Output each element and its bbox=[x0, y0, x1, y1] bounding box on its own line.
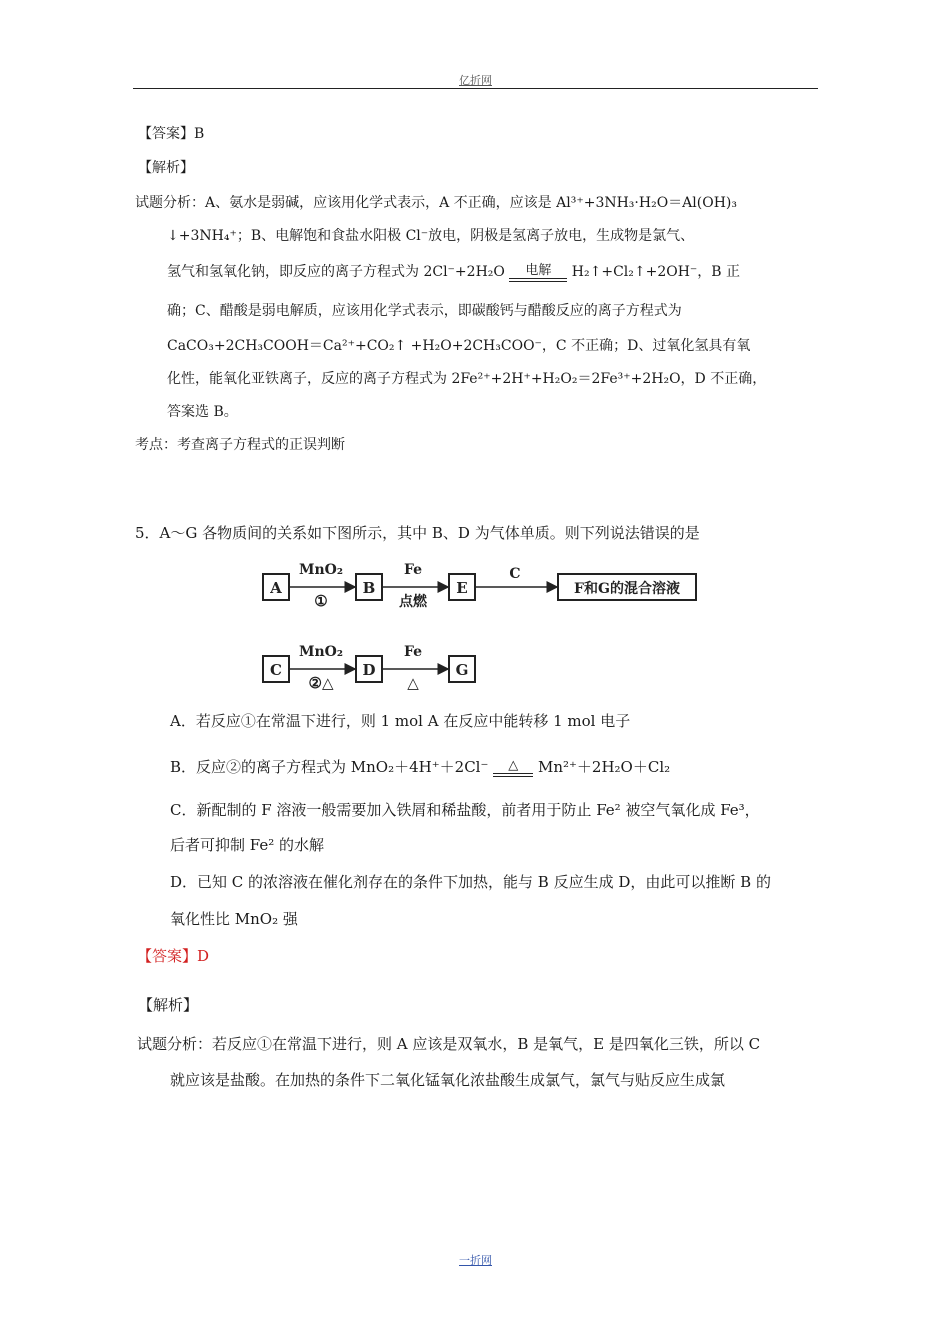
arrow-b-e-bottom: 点燃 bbox=[399, 594, 427, 610]
q4-analysis-line-1: 试题分析：A、氨水是弱碱，应该用化学式表示，A 不正确，应该是 Al³⁺+3NH₃·H₂O＝Al(OH)₃ bbox=[135, 195, 737, 211]
q5-option-c-line-2: 后者可抑制 Fe² 的水解 bbox=[170, 836, 325, 854]
q4-equation-right: H₂↑+Cl₂↑+2OH⁻，B 正 bbox=[571, 264, 741, 280]
q4-analysis-line-4: 确；C、醋酸是弱电解质，应该用化学式表示，即碳酸钙与醋酸反应的离子方程式为 bbox=[167, 303, 682, 319]
double-bar bbox=[509, 278, 567, 282]
box-e-label: E bbox=[456, 579, 468, 597]
arrow-e-fg-top: C bbox=[509, 566, 521, 582]
option-b-equation-left: B．反应②的离子方程式为 MnO₂＋4H⁺＋2Cl⁻ bbox=[170, 758, 489, 776]
arrow-a-b-top: MnO₂ bbox=[298, 562, 344, 578]
q4-answer-value: B bbox=[194, 126, 205, 142]
arrow-d-g-top: Fe bbox=[403, 644, 423, 660]
arrow-b-e-top: Fe bbox=[403, 562, 423, 578]
header-site[interactable]: 亿折网 bbox=[459, 74, 492, 87]
q5-option-d-line-1: D．已知 C 的浓溶液在催化剂存在的条件下加热，能与 B 反应生成 D，由此可以推断 B 的 bbox=[170, 873, 771, 891]
box-d-label: D bbox=[362, 661, 376, 679]
q4-exam-point: 考点：考查离子方程式的正误判断 bbox=[135, 437, 345, 453]
q4-analysis-line-5: CaCO₃+2CH₃COOH＝Ca²⁺+CO₂↑ +H₂O+2CH₃COO⁻，C 不正确；D、过氧化氢具有氧 bbox=[167, 338, 751, 354]
q4-analysis-line-7: 答案选 B。 bbox=[167, 404, 238, 420]
reaction-flow-diagram bbox=[255, 556, 705, 696]
box-c-label: C bbox=[270, 661, 282, 679]
arrow-d-g-bottom: △ bbox=[407, 674, 419, 692]
arrow-c-d-top: MnO₂ bbox=[298, 644, 344, 660]
q5-analysis-label: 【解析】 bbox=[138, 996, 199, 1014]
option-b-equation-right: Mn²⁺＋2H₂O＋Cl₂ bbox=[537, 758, 671, 776]
q4-analysis-line-2: ↓+3NH₄⁺；B、电解饱和食盐水阳极 Cl⁻放电，阴极是氢离子放电，生成物是氯气、 bbox=[167, 228, 695, 244]
header-divider bbox=[133, 88, 818, 89]
arrow-c-d-bottom: ②△ bbox=[308, 674, 334, 692]
box-b-label: B bbox=[362, 579, 376, 597]
electrolysis-condition bbox=[509, 264, 567, 282]
electrolysis-label: 电解 bbox=[525, 263, 552, 278]
heating-symbol: △ bbox=[508, 758, 519, 773]
q4-answer-label: 【答案】 bbox=[138, 126, 194, 142]
q5-option-b bbox=[170, 757, 670, 777]
box-a-label: A bbox=[270, 579, 282, 597]
q5-analysis-line-1: 试题分析：若反应①在常温下进行，则 A 应该是双氧水，B 是氧气，E 是四氧化三铁，所以 C bbox=[137, 1035, 761, 1053]
box-g-label: G bbox=[455, 661, 469, 679]
heating-condition bbox=[493, 759, 533, 777]
q5-stem: 5．A～G 各物质间的关系如下图所示，其中 B、D 为气体单质。则下列说法错误的是 bbox=[135, 524, 700, 542]
footer-site[interactable]: 一折网 bbox=[459, 1254, 492, 1267]
q4-answer bbox=[138, 124, 204, 144]
q5-answer: 【答案】D bbox=[137, 947, 210, 965]
q5-option-c-line-1: C．新配制的 F 溶液一般需要加入铁屑和稀盐酸，前者用于防止 Fe² 被空气氧化成 Fe³， bbox=[170, 801, 760, 819]
arrow-a-b-bottom: ① bbox=[314, 592, 328, 610]
q5-option-a: A．若反应①在常温下进行，则 1 mol A 在反应中能转移 1 mol 电子 bbox=[170, 712, 631, 730]
q4-analysis-label: 【解析】 bbox=[138, 160, 194, 176]
q4-equation-left: 氢气和氢氧化钠，即反应的离子方程式为 2Cl⁻+2H₂O bbox=[167, 264, 505, 280]
q4-analysis-line-3 bbox=[167, 262, 740, 282]
double-bar bbox=[493, 773, 533, 777]
q5-option-d-line-2: 氧化性比 MnO₂ 强 bbox=[170, 910, 298, 928]
box-fg-label: F和G的混合溶液 bbox=[574, 581, 680, 597]
q4-analysis-line-6: 化性，能氧化亚铁离子，反应的离子方程式为 2Fe²⁺+2H⁺+H₂O₂＝2Fe³⁺+2H₂O，D 不正确， bbox=[167, 371, 767, 387]
q5-analysis-line-2: 就应该是盐酸。在加热的条件下二氧化锰氧化浓盐酸生成氯气，氯气与贴反应生成氯 bbox=[170, 1071, 726, 1089]
